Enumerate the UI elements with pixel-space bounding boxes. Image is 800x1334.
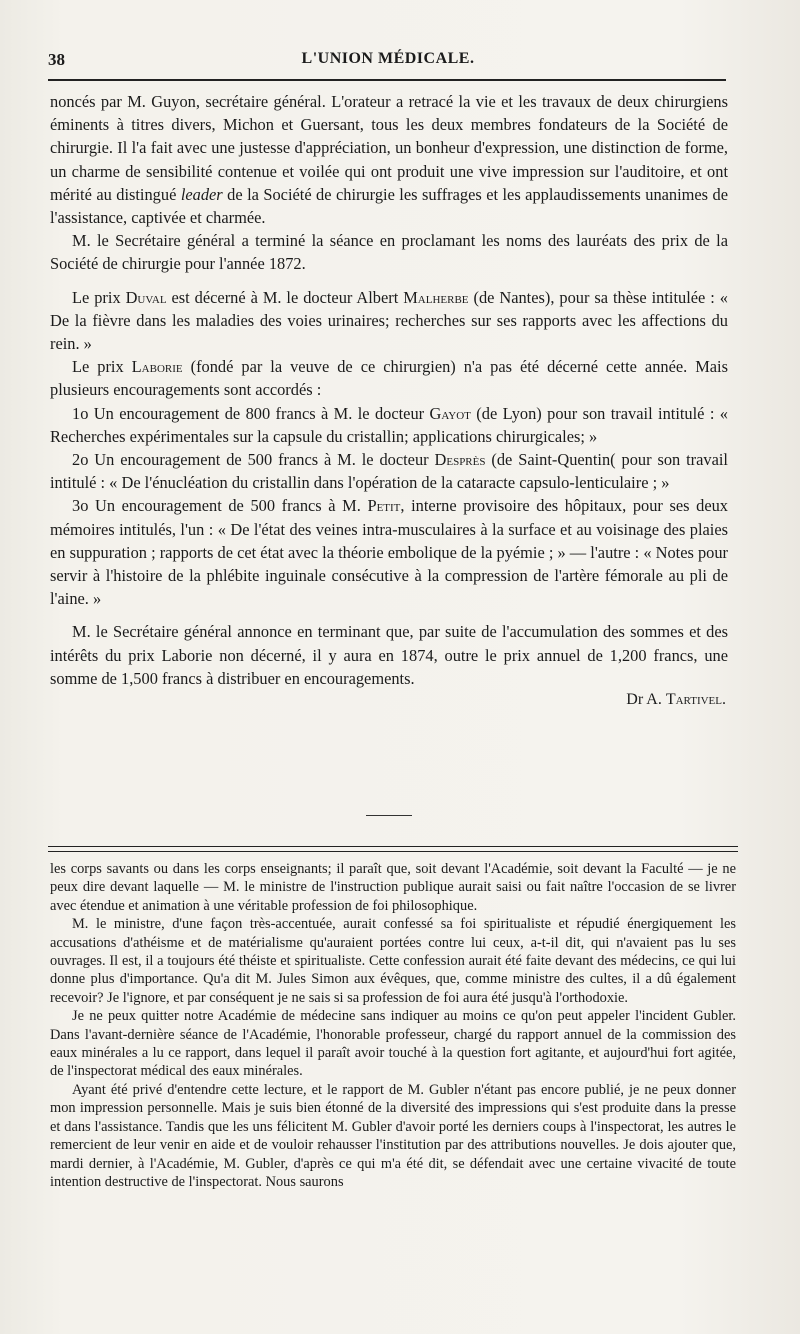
journal-title: L'UNION MÉDICALE. xyxy=(301,50,475,67)
feuilleton-text xyxy=(50,860,736,1191)
paragraph-1-text: noncés par M. Guyon, secrétaire général. L'orateur a retracé la vie et les travaux de deux chirurgiens éminents à titres divers, Michon et Guersant, tous les deux membres fondateurs de la Société de chirurgie. Il l'a fait avec une justesse d'appréciation, un bonheur d'expression, une distinction de forme, un charme de sensibilité contenue et voilée qui ont produit une vive impression sur l'auditoire, et ont mérité au distingué xyxy=(50,92,728,204)
paragraph-2: M. le Secrétaire général a terminé la séance en proclamant les noms des lauréats des prix de la Société de chirurgie pour l'année 1872. xyxy=(50,231,728,274)
paragraph-final: M. le Secrétaire général annonce en terminant que, par suite de l'accumulation des sommes et des intérêts du prix Laborie non décerné, il y aura en 1874, outre le prix annuel de 1,200 francs, une somme de 1,500 francs à distribuer en encouragements. xyxy=(50,622,728,688)
signature xyxy=(50,688,728,711)
page-number: 38 xyxy=(48,50,65,69)
prix-laborie-text-a: Le prix xyxy=(72,357,132,377)
feuilleton-paragraph-3: Je ne peux quitter notre Académie de médecine sans indiquer au moins ce qu'on peut appeler l'incident Gubler. Dans l'avant-dernière séance de l'Académie, l'honorable professeur, chargé du rapport annuel de la commission des eaux minérales a lu ce rapport, dans lequel il paraît avoir touché à la question fort agitante, et aujourd'hui fort agitée, de l'inspectorat médical des eaux minérales. xyxy=(50,1008,736,1080)
prix-duval-text-a: Le prix xyxy=(72,287,126,307)
section-divider xyxy=(366,815,412,816)
encouragement-2-text-b: (de Saint-Quentin( pour son travail intitulé : « De l'énucléation du cristallin dans l'opération de la cataracte capsulo-lenticulaire ; » xyxy=(50,450,728,493)
encouragement-2-text-a: 2o Un encouragement de 500 francs à M. le docteur xyxy=(72,450,435,470)
feuilleton-rule xyxy=(48,846,738,852)
paragraph-1 xyxy=(50,90,728,229)
paragraph-1-end: de la Société de chirurgie les suffrages et les applaudissements unanimes de l'assistance, captivée et charmée. xyxy=(50,184,728,228)
name-petit: Petit xyxy=(367,496,401,516)
name-despres: Desprès xyxy=(434,450,486,470)
header-rule xyxy=(48,79,726,81)
prix-laborie-text-b: (fondé par la veuve de ce chirurgien) n'a pas été décerné cette année. Mais plusieurs encouragements sont accordés : xyxy=(50,357,728,400)
encouragement-3-text-b: , interne provisoire des hôpitaux, pour ses deux mémoires intitulés, l'un : « De l'état des veines intra-musculaires à la surface et au voisinage des plaies en suppuration ; rapports de cet état avec la théorie embolique de la pyémie ; » — l'autre : « Notes pour servir à l'histoire de la phlébite inguinale consécutive à la compression de l'artère fémorale au pli de l'aine. » xyxy=(50,496,728,609)
paragraph-encouragement-3 xyxy=(50,494,728,610)
prix-duval-text-b: est décerné à M. le docteur Albert xyxy=(166,287,404,307)
feuilleton-paragraph-4: Ayant été privé d'entendre cette lecture, et le rapport de M. Gubler n'étant pas encore publié, je ne peux donner mon impression personnelle. Mais je suis bien étonné de la diversité des impressions qui s'est produite dans la presse et dans l'assistance. Tandis que les uns félicitent M. Gubler d'avoir porté les derniers coups à l'inspectorat, les autres le remercient de leur venir en aide et de vouloir rehausser l'institution par des attributions nouvelles. Je dois ajouter que, mardi dernier, à l'Académie, M. Gubler, d'après ce qui m'a été dit, se défendait avec une certaine vivacité de toute intention destructive de l'inspectorat. Nous saurons xyxy=(50,1081,736,1190)
name-malherbe: Malherbe xyxy=(403,287,469,307)
encouragement-1-text-a: 1o Un encouragement de 800 francs à M. le docteur xyxy=(72,403,430,423)
encouragement-1-text-b: (de Lyon) pour son travail intitulé : « Recherches expérimentales sur la capsule du cristallin; applications chirurgicales; » xyxy=(50,403,728,446)
name-gayot: Gayot xyxy=(429,403,471,423)
page-header xyxy=(48,50,728,76)
signature-name: Tartivel. xyxy=(665,691,726,709)
prix-duval-text-c: (de Nantes), pour sa thèse intitulée : « De la fièvre dans les maladies des voies urinaires; recherches sur ses rapports avec les affections du rein. » xyxy=(50,287,728,354)
feuilleton-paragraph-1: les corps savants ou dans les corps enseignants; il paraît que, soit devant l'Académie, soit devant la Faculté — je ne peux dire devant laquelle — M. le ministre de l'instruction publique aurait saisi ou fait naître l'occasion de se livrer avec étendue et animation à une véritable profession de foi philosophique. xyxy=(50,861,736,914)
name-duval: Duval xyxy=(125,287,167,307)
signature-prefix: Dr A. xyxy=(626,691,666,709)
main-text xyxy=(50,90,728,711)
paragraph-encouragement-2 xyxy=(50,448,728,494)
feuilleton-paragraph-2: M. le ministre, d'une façon très-accentuée, aurait confessé sa foi spiritualiste et répudié énergiquement les accusations d'athéisme et de matérialisme qu'auraient portées contre lui ceux, a-t-il dit, qui n'avaient pas lu ses ouvrages. Il est, il a toujours été théiste et spiritualiste. Cette confession aurait été faite devant des médecins, ce qui lui donne plus d'importance. Qu'a dit M. Jules Simon aux évêques, que, comme ministre des cultes, il a dû également recevoir? Je l'ignore, et par conséquent je ne sais si sa profession de foi aura été jusqu'à l'orthodoxie. xyxy=(50,916,736,1006)
name-laborie: Laborie xyxy=(131,357,183,377)
paragraph-prix-laborie xyxy=(50,355,728,401)
italic-leader: leader xyxy=(180,184,223,204)
paragraph-encouragement-1 xyxy=(50,402,728,448)
paragraph-prix-duval xyxy=(50,286,728,356)
encouragement-3-text-a: 3o Un encouragement de 500 francs à M. xyxy=(72,496,368,516)
